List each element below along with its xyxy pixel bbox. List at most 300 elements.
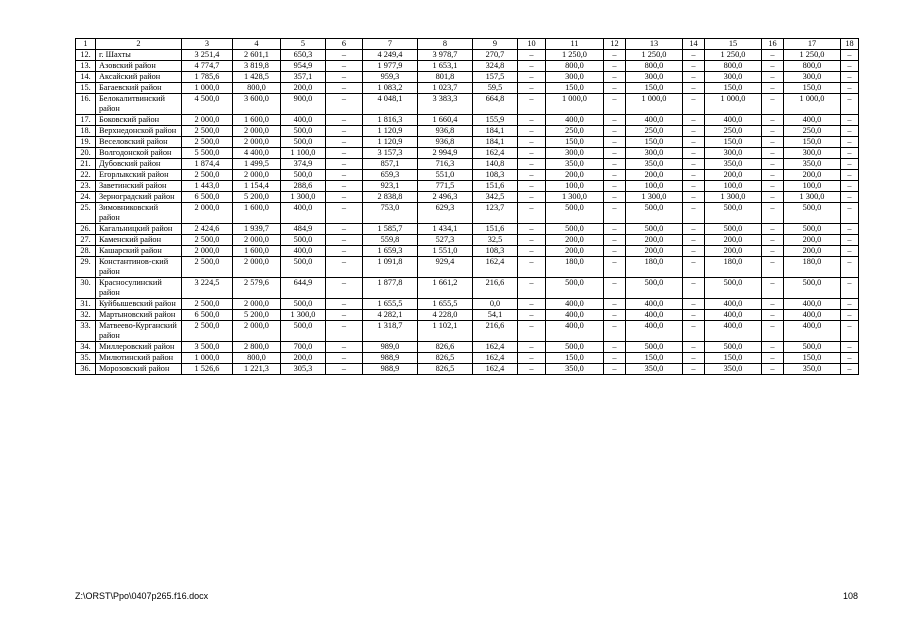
value-cell-col-17: 500,0 — [784, 224, 841, 235]
value-cell-col-5: 200,0 — [281, 353, 326, 364]
value-cell-col-10: – — [518, 364, 546, 375]
row-number: 19. — [76, 137, 96, 148]
value-cell-col-4: 2 601,1 — [233, 50, 281, 61]
value-cell-col-17: 400,0 — [784, 310, 841, 321]
value-cell-col-4: 1 499,5 — [233, 159, 281, 170]
value-cell-col-14: – — [683, 115, 705, 126]
value-cell-col-10: – — [518, 148, 546, 159]
value-cell-col-14: – — [683, 224, 705, 235]
value-cell-col-5: 500,0 — [281, 137, 326, 148]
value-cell-col-5: 500,0 — [281, 299, 326, 310]
value-cell-col-16: – — [762, 310, 784, 321]
value-cell-col-13: 1 300,0 — [626, 192, 683, 203]
value-cell-col-15: 400,0 — [705, 310, 762, 321]
value-cell-col-6: – — [326, 94, 363, 115]
value-cell-col-13: 500,0 — [626, 224, 683, 235]
page-number: 108 — [842, 591, 858, 601]
value-cell-col-6: – — [326, 61, 363, 72]
value-cell-col-9: 184,1 — [473, 126, 518, 137]
value-cell-col-5: 500,0 — [281, 321, 326, 342]
value-cell-col-16: – — [762, 299, 784, 310]
value-cell-col-8: 629,3 — [418, 203, 473, 224]
value-cell-col-8: 4 228,0 — [418, 310, 473, 321]
value-cell-col-10: – — [518, 310, 546, 321]
value-cell-col-16: – — [762, 94, 784, 115]
value-cell-col-7: 1 318,7 — [363, 321, 418, 342]
value-cell-col-14: – — [683, 170, 705, 181]
value-cell-col-4: 2 000,0 — [233, 321, 281, 342]
value-cell-col-16: – — [762, 83, 784, 94]
value-cell-col-9: 59,5 — [473, 83, 518, 94]
value-cell-col-6: – — [326, 148, 363, 159]
row-number: 17. — [76, 115, 96, 126]
value-cell-col-13: 200,0 — [626, 235, 683, 246]
value-cell-col-9: 108,3 — [473, 170, 518, 181]
value-cell-col-10: – — [518, 192, 546, 203]
value-cell-col-17: 180,0 — [784, 257, 841, 278]
value-cell-col-13: 800,0 — [626, 61, 683, 72]
value-cell-col-14: – — [683, 235, 705, 246]
value-cell-col-13: 500,0 — [626, 278, 683, 299]
value-cell-col-8: 1 655,5 — [418, 299, 473, 310]
value-cell-col-16: – — [762, 159, 784, 170]
value-cell-col-11: 100,0 — [546, 181, 604, 192]
value-cell-col-3: 3 251,4 — [182, 50, 233, 61]
value-cell-col-13: 350,0 — [626, 159, 683, 170]
value-cell-col-11: 180,0 — [546, 257, 604, 278]
value-cell-col-12: – — [604, 61, 626, 72]
value-cell-col-3: 2 500,0 — [182, 321, 233, 342]
value-cell-col-6: – — [326, 257, 363, 278]
value-cell-col-13: 200,0 — [626, 170, 683, 181]
value-cell-col-4: 1 600,0 — [233, 115, 281, 126]
value-cell-col-6: – — [326, 72, 363, 83]
value-cell-col-12: – — [604, 192, 626, 203]
column-header-5: 5 — [281, 39, 326, 50]
value-cell-col-8: 1 653,1 — [418, 61, 473, 72]
value-cell-col-11: 150,0 — [546, 353, 604, 364]
row-number: 28. — [76, 246, 96, 257]
value-cell-col-10: – — [518, 72, 546, 83]
value-cell-col-16: – — [762, 224, 784, 235]
value-cell-col-12: – — [604, 342, 626, 353]
value-cell-col-3: 1 874,4 — [182, 159, 233, 170]
value-cell-col-12: – — [604, 353, 626, 364]
value-cell-col-15: 800,0 — [705, 61, 762, 72]
value-cell-col-10: – — [518, 61, 546, 72]
value-cell-col-16: – — [762, 148, 784, 159]
value-cell-col-7: 659,3 — [363, 170, 418, 181]
value-cell-col-4: 1 154,4 — [233, 181, 281, 192]
value-cell-col-12: – — [604, 126, 626, 137]
value-cell-col-11: 400,0 — [546, 115, 604, 126]
value-cell-col-4: 4 400,0 — [233, 148, 281, 159]
value-cell-col-8: 936,8 — [418, 126, 473, 137]
value-cell-col-17: 150,0 — [784, 353, 841, 364]
table-row — [76, 299, 859, 310]
value-cell-col-5: 500,0 — [281, 170, 326, 181]
value-cell-col-10: – — [518, 137, 546, 148]
value-cell-col-12: – — [604, 257, 626, 278]
value-cell-col-7: 1 877,8 — [363, 278, 418, 299]
value-cell-col-18: – — [841, 235, 859, 246]
value-cell-col-3: 6 500,0 — [182, 192, 233, 203]
value-cell-col-18: – — [841, 257, 859, 278]
value-cell-col-11: 200,0 — [546, 235, 604, 246]
value-cell-col-4: 5 200,0 — [233, 192, 281, 203]
value-cell-col-16: – — [762, 181, 784, 192]
value-cell-col-7: 923,1 — [363, 181, 418, 192]
value-cell-col-15: 400,0 — [705, 321, 762, 342]
value-cell-col-6: – — [326, 137, 363, 148]
value-cell-col-15: 300,0 — [705, 148, 762, 159]
value-cell-col-7: 1 816,3 — [363, 115, 418, 126]
row-number: 32. — [76, 310, 96, 321]
table-row — [76, 235, 859, 246]
value-cell-col-9: 162,4 — [473, 148, 518, 159]
table-row — [76, 364, 859, 375]
value-cell-col-8: 771,5 — [418, 181, 473, 192]
value-cell-col-10: – — [518, 159, 546, 170]
value-cell-col-3: 4 774,7 — [182, 61, 233, 72]
value-cell-col-3: 1 000,0 — [182, 83, 233, 94]
value-cell-col-13: 250,0 — [626, 126, 683, 137]
value-cell-col-10: – — [518, 94, 546, 115]
value-cell-col-14: – — [683, 83, 705, 94]
value-cell-col-12: – — [604, 137, 626, 148]
column-header-3: 3 — [182, 39, 233, 50]
value-cell-col-10: – — [518, 257, 546, 278]
value-cell-col-16: – — [762, 203, 784, 224]
value-cell-col-10: – — [518, 278, 546, 299]
value-cell-col-9: 0,0 — [473, 299, 518, 310]
value-cell-col-13: 150,0 — [626, 137, 683, 148]
value-cell-col-13: 150,0 — [626, 353, 683, 364]
value-cell-col-9: 155,9 — [473, 115, 518, 126]
value-cell-col-5: 288,6 — [281, 181, 326, 192]
value-cell-col-9: 32,5 — [473, 235, 518, 246]
value-cell-col-6: – — [326, 321, 363, 342]
value-cell-col-9: 342,5 — [473, 192, 518, 203]
value-cell-col-9: 664,8 — [473, 94, 518, 115]
value-cell-col-18: – — [841, 246, 859, 257]
value-cell-col-18: – — [841, 170, 859, 181]
value-cell-col-13: 400,0 — [626, 321, 683, 342]
value-cell-col-5: 644,9 — [281, 278, 326, 299]
value-cell-col-8: 826,5 — [418, 364, 473, 375]
value-cell-col-3: 1 000,0 — [182, 353, 233, 364]
value-cell-col-4: 1 221,3 — [233, 364, 281, 375]
value-cell-col-6: – — [326, 192, 363, 203]
value-cell-col-4: 800,0 — [233, 353, 281, 364]
value-cell-col-3: 2 500,0 — [182, 170, 233, 181]
column-header-11: 11 — [546, 39, 604, 50]
value-cell-col-18: – — [841, 299, 859, 310]
value-cell-col-14: – — [683, 278, 705, 299]
value-cell-col-11: 1 000,0 — [546, 94, 604, 115]
value-cell-col-6: – — [326, 50, 363, 61]
value-cell-col-10: – — [518, 224, 546, 235]
value-cell-col-10: – — [518, 181, 546, 192]
value-cell-col-11: 500,0 — [546, 224, 604, 235]
value-cell-col-13: 150,0 — [626, 83, 683, 94]
value-cell-col-16: – — [762, 61, 784, 72]
column-header-8: 8 — [418, 39, 473, 50]
district-name: Мартыновский район — [96, 310, 182, 321]
value-cell-col-4: 2 000,0 — [233, 170, 281, 181]
value-cell-col-12: – — [604, 235, 626, 246]
value-cell-col-10: – — [518, 235, 546, 246]
value-cell-col-6: – — [326, 235, 363, 246]
district-name: г. Шахты — [96, 50, 182, 61]
value-cell-col-14: – — [683, 159, 705, 170]
value-cell-col-9: 157,5 — [473, 72, 518, 83]
value-cell-col-18: – — [841, 115, 859, 126]
value-cell-col-15: 300,0 — [705, 72, 762, 83]
value-cell-col-7: 988,9 — [363, 364, 418, 375]
district-name: Милютинский район — [96, 353, 182, 364]
value-cell-col-18: – — [841, 126, 859, 137]
value-cell-col-9: 123,7 — [473, 203, 518, 224]
row-number: 26. — [76, 224, 96, 235]
value-cell-col-17: 100,0 — [784, 181, 841, 192]
district-name: Багаевский район — [96, 83, 182, 94]
value-cell-col-14: – — [683, 72, 705, 83]
value-cell-col-7: 1 120,9 — [363, 126, 418, 137]
value-cell-col-13: 1 000,0 — [626, 94, 683, 115]
value-cell-col-5: 1 300,0 — [281, 192, 326, 203]
district-name: Дубовский район — [96, 159, 182, 170]
row-number: 31. — [76, 299, 96, 310]
value-cell-col-18: – — [841, 342, 859, 353]
value-cell-col-18: – — [841, 203, 859, 224]
value-cell-col-5: 700,0 — [281, 342, 326, 353]
value-cell-col-15: 350,0 — [705, 364, 762, 375]
row-number: 21. — [76, 159, 96, 170]
table-row — [76, 61, 859, 72]
value-cell-col-7: 1 977,9 — [363, 61, 418, 72]
district-name: Кашарский район — [96, 246, 182, 257]
table-row — [76, 50, 859, 61]
row-number: 23. — [76, 181, 96, 192]
value-cell-col-12: – — [604, 203, 626, 224]
value-cell-col-4: 1 428,5 — [233, 72, 281, 83]
value-cell-col-15: 500,0 — [705, 278, 762, 299]
value-cell-col-17: 500,0 — [784, 342, 841, 353]
value-cell-col-12: – — [604, 310, 626, 321]
value-cell-col-4: 5 200,0 — [233, 310, 281, 321]
value-cell-col-7: 1 091,8 — [363, 257, 418, 278]
district-name: Зерноградский район — [96, 192, 182, 203]
district-name: Азовский район — [96, 61, 182, 72]
row-number: 29. — [76, 257, 96, 278]
column-header-9: 9 — [473, 39, 518, 50]
district-name: Константинов-ский район — [96, 257, 182, 278]
district-name: Веселовский район — [96, 137, 182, 148]
table-row — [76, 83, 859, 94]
value-cell-col-15: 500,0 — [705, 224, 762, 235]
value-cell-col-5: 400,0 — [281, 203, 326, 224]
value-cell-col-13: 400,0 — [626, 115, 683, 126]
value-cell-col-12: – — [604, 299, 626, 310]
value-cell-col-8: 3 383,3 — [418, 94, 473, 115]
column-header-13: 13 — [626, 39, 683, 50]
district-name: Куйбышевский район — [96, 299, 182, 310]
value-cell-col-6: – — [326, 83, 363, 94]
value-cell-col-9: 140,8 — [473, 159, 518, 170]
value-cell-col-10: – — [518, 170, 546, 181]
value-cell-col-11: 500,0 — [546, 342, 604, 353]
value-cell-col-13: 300,0 — [626, 148, 683, 159]
value-cell-col-16: – — [762, 246, 784, 257]
column-header-4: 4 — [233, 39, 281, 50]
district-name: Миллеровский район — [96, 342, 182, 353]
value-cell-col-18: – — [841, 148, 859, 159]
column-header-16: 16 — [762, 39, 784, 50]
value-cell-col-13: 400,0 — [626, 299, 683, 310]
value-cell-col-9: 54,1 — [473, 310, 518, 321]
value-cell-col-4: 1 600,0 — [233, 203, 281, 224]
value-cell-col-8: 1 660,4 — [418, 115, 473, 126]
value-cell-col-3: 2 500,0 — [182, 126, 233, 137]
value-cell-col-14: – — [683, 364, 705, 375]
column-header-14: 14 — [683, 39, 705, 50]
table-row — [76, 342, 859, 353]
value-cell-col-5: 484,9 — [281, 224, 326, 235]
district-name: Каменский район — [96, 235, 182, 246]
value-cell-col-5: 1 100,0 — [281, 148, 326, 159]
value-cell-col-8: 716,3 — [418, 159, 473, 170]
value-cell-col-3: 2 500,0 — [182, 257, 233, 278]
table-row — [76, 72, 859, 83]
row-number: 18. — [76, 126, 96, 137]
value-cell-col-13: 500,0 — [626, 342, 683, 353]
value-cell-col-3: 2 424,6 — [182, 224, 233, 235]
district-name: Верхнедонской район — [96, 126, 182, 137]
value-cell-col-14: – — [683, 148, 705, 159]
value-cell-col-4: 3 600,0 — [233, 94, 281, 115]
value-cell-col-7: 959,3 — [363, 72, 418, 83]
value-cell-col-14: – — [683, 181, 705, 192]
value-cell-col-5: 357,1 — [281, 72, 326, 83]
value-cell-col-15: 350,0 — [705, 159, 762, 170]
value-cell-col-15: 1 300,0 — [705, 192, 762, 203]
value-cell-col-13: 1 250,0 — [626, 50, 683, 61]
value-cell-col-5: 200,0 — [281, 83, 326, 94]
value-cell-col-10: – — [518, 83, 546, 94]
value-cell-col-3: 1 526,6 — [182, 364, 233, 375]
budget-table — [75, 38, 859, 375]
value-cell-col-3: 2 500,0 — [182, 299, 233, 310]
value-cell-col-15: 500,0 — [705, 203, 762, 224]
value-cell-col-5: 500,0 — [281, 126, 326, 137]
value-cell-col-12: – — [604, 83, 626, 94]
district-name: Морозовский район — [96, 364, 182, 375]
value-cell-col-11: 800,0 — [546, 61, 604, 72]
value-cell-col-12: – — [604, 50, 626, 61]
value-cell-col-11: 250,0 — [546, 126, 604, 137]
value-cell-col-14: – — [683, 126, 705, 137]
value-cell-col-16: – — [762, 353, 784, 364]
table-row — [76, 94, 859, 115]
value-cell-col-17: 200,0 — [784, 235, 841, 246]
value-cell-col-10: – — [518, 299, 546, 310]
value-cell-col-5: 500,0 — [281, 235, 326, 246]
value-cell-col-11: 400,0 — [546, 321, 604, 342]
value-cell-col-12: – — [604, 170, 626, 181]
value-cell-col-16: – — [762, 170, 784, 181]
value-cell-col-8: 1 551,0 — [418, 246, 473, 257]
value-cell-col-7: 1 655,5 — [363, 299, 418, 310]
value-cell-col-16: – — [762, 321, 784, 342]
column-header-7: 7 — [363, 39, 418, 50]
district-name: Белокалитвинский район — [96, 94, 182, 115]
value-cell-col-5: 500,0 — [281, 257, 326, 278]
value-cell-col-6: – — [326, 299, 363, 310]
value-cell-col-3: 1 785,6 — [182, 72, 233, 83]
value-cell-col-18: – — [841, 278, 859, 299]
value-cell-col-14: – — [683, 246, 705, 257]
value-cell-col-11: 500,0 — [546, 203, 604, 224]
value-cell-col-10: – — [518, 321, 546, 342]
row-number: 30. — [76, 278, 96, 299]
value-cell-col-3: 3 500,0 — [182, 342, 233, 353]
value-cell-col-8: 801,8 — [418, 72, 473, 83]
value-cell-col-17: 350,0 — [784, 364, 841, 375]
district-name: Боковский район — [96, 115, 182, 126]
district-name: Зимовниковский район — [96, 203, 182, 224]
value-cell-col-8: 2 496,3 — [418, 192, 473, 203]
row-number: 27. — [76, 235, 96, 246]
value-cell-col-18: – — [841, 192, 859, 203]
value-cell-col-3: 2 000,0 — [182, 246, 233, 257]
value-cell-col-16: – — [762, 192, 784, 203]
row-number: 14. — [76, 72, 96, 83]
value-cell-col-7: 753,0 — [363, 203, 418, 224]
value-cell-col-4: 3 819,8 — [233, 61, 281, 72]
value-cell-col-4: 2 000,0 — [233, 126, 281, 137]
value-cell-col-3: 2 500,0 — [182, 235, 233, 246]
value-cell-col-13: 100,0 — [626, 181, 683, 192]
table-row — [76, 246, 859, 257]
district-name: Кагальницкий район — [96, 224, 182, 235]
value-cell-col-9: 184,1 — [473, 137, 518, 148]
value-cell-col-3: 6 500,0 — [182, 310, 233, 321]
value-cell-col-15: 500,0 — [705, 342, 762, 353]
row-number: 34. — [76, 342, 96, 353]
value-cell-col-15: 100,0 — [705, 181, 762, 192]
value-cell-col-16: – — [762, 50, 784, 61]
value-cell-col-10: – — [518, 353, 546, 364]
table-row — [76, 170, 859, 181]
row-number: 25. — [76, 203, 96, 224]
value-cell-col-5: 954,9 — [281, 61, 326, 72]
row-number: 22. — [76, 170, 96, 181]
value-cell-col-14: – — [683, 203, 705, 224]
value-cell-col-7: 4 282,1 — [363, 310, 418, 321]
value-cell-col-18: – — [841, 321, 859, 342]
value-cell-col-11: 350,0 — [546, 364, 604, 375]
value-cell-col-11: 200,0 — [546, 246, 604, 257]
value-cell-col-5: 900,0 — [281, 94, 326, 115]
value-cell-col-6: – — [326, 126, 363, 137]
value-cell-col-4: 2 579,6 — [233, 278, 281, 299]
district-name: Волгодонской район — [96, 148, 182, 159]
column-header-12: 12 — [604, 39, 626, 50]
value-cell-col-9: 151,6 — [473, 181, 518, 192]
value-cell-col-6: – — [326, 278, 363, 299]
row-number: 33. — [76, 321, 96, 342]
